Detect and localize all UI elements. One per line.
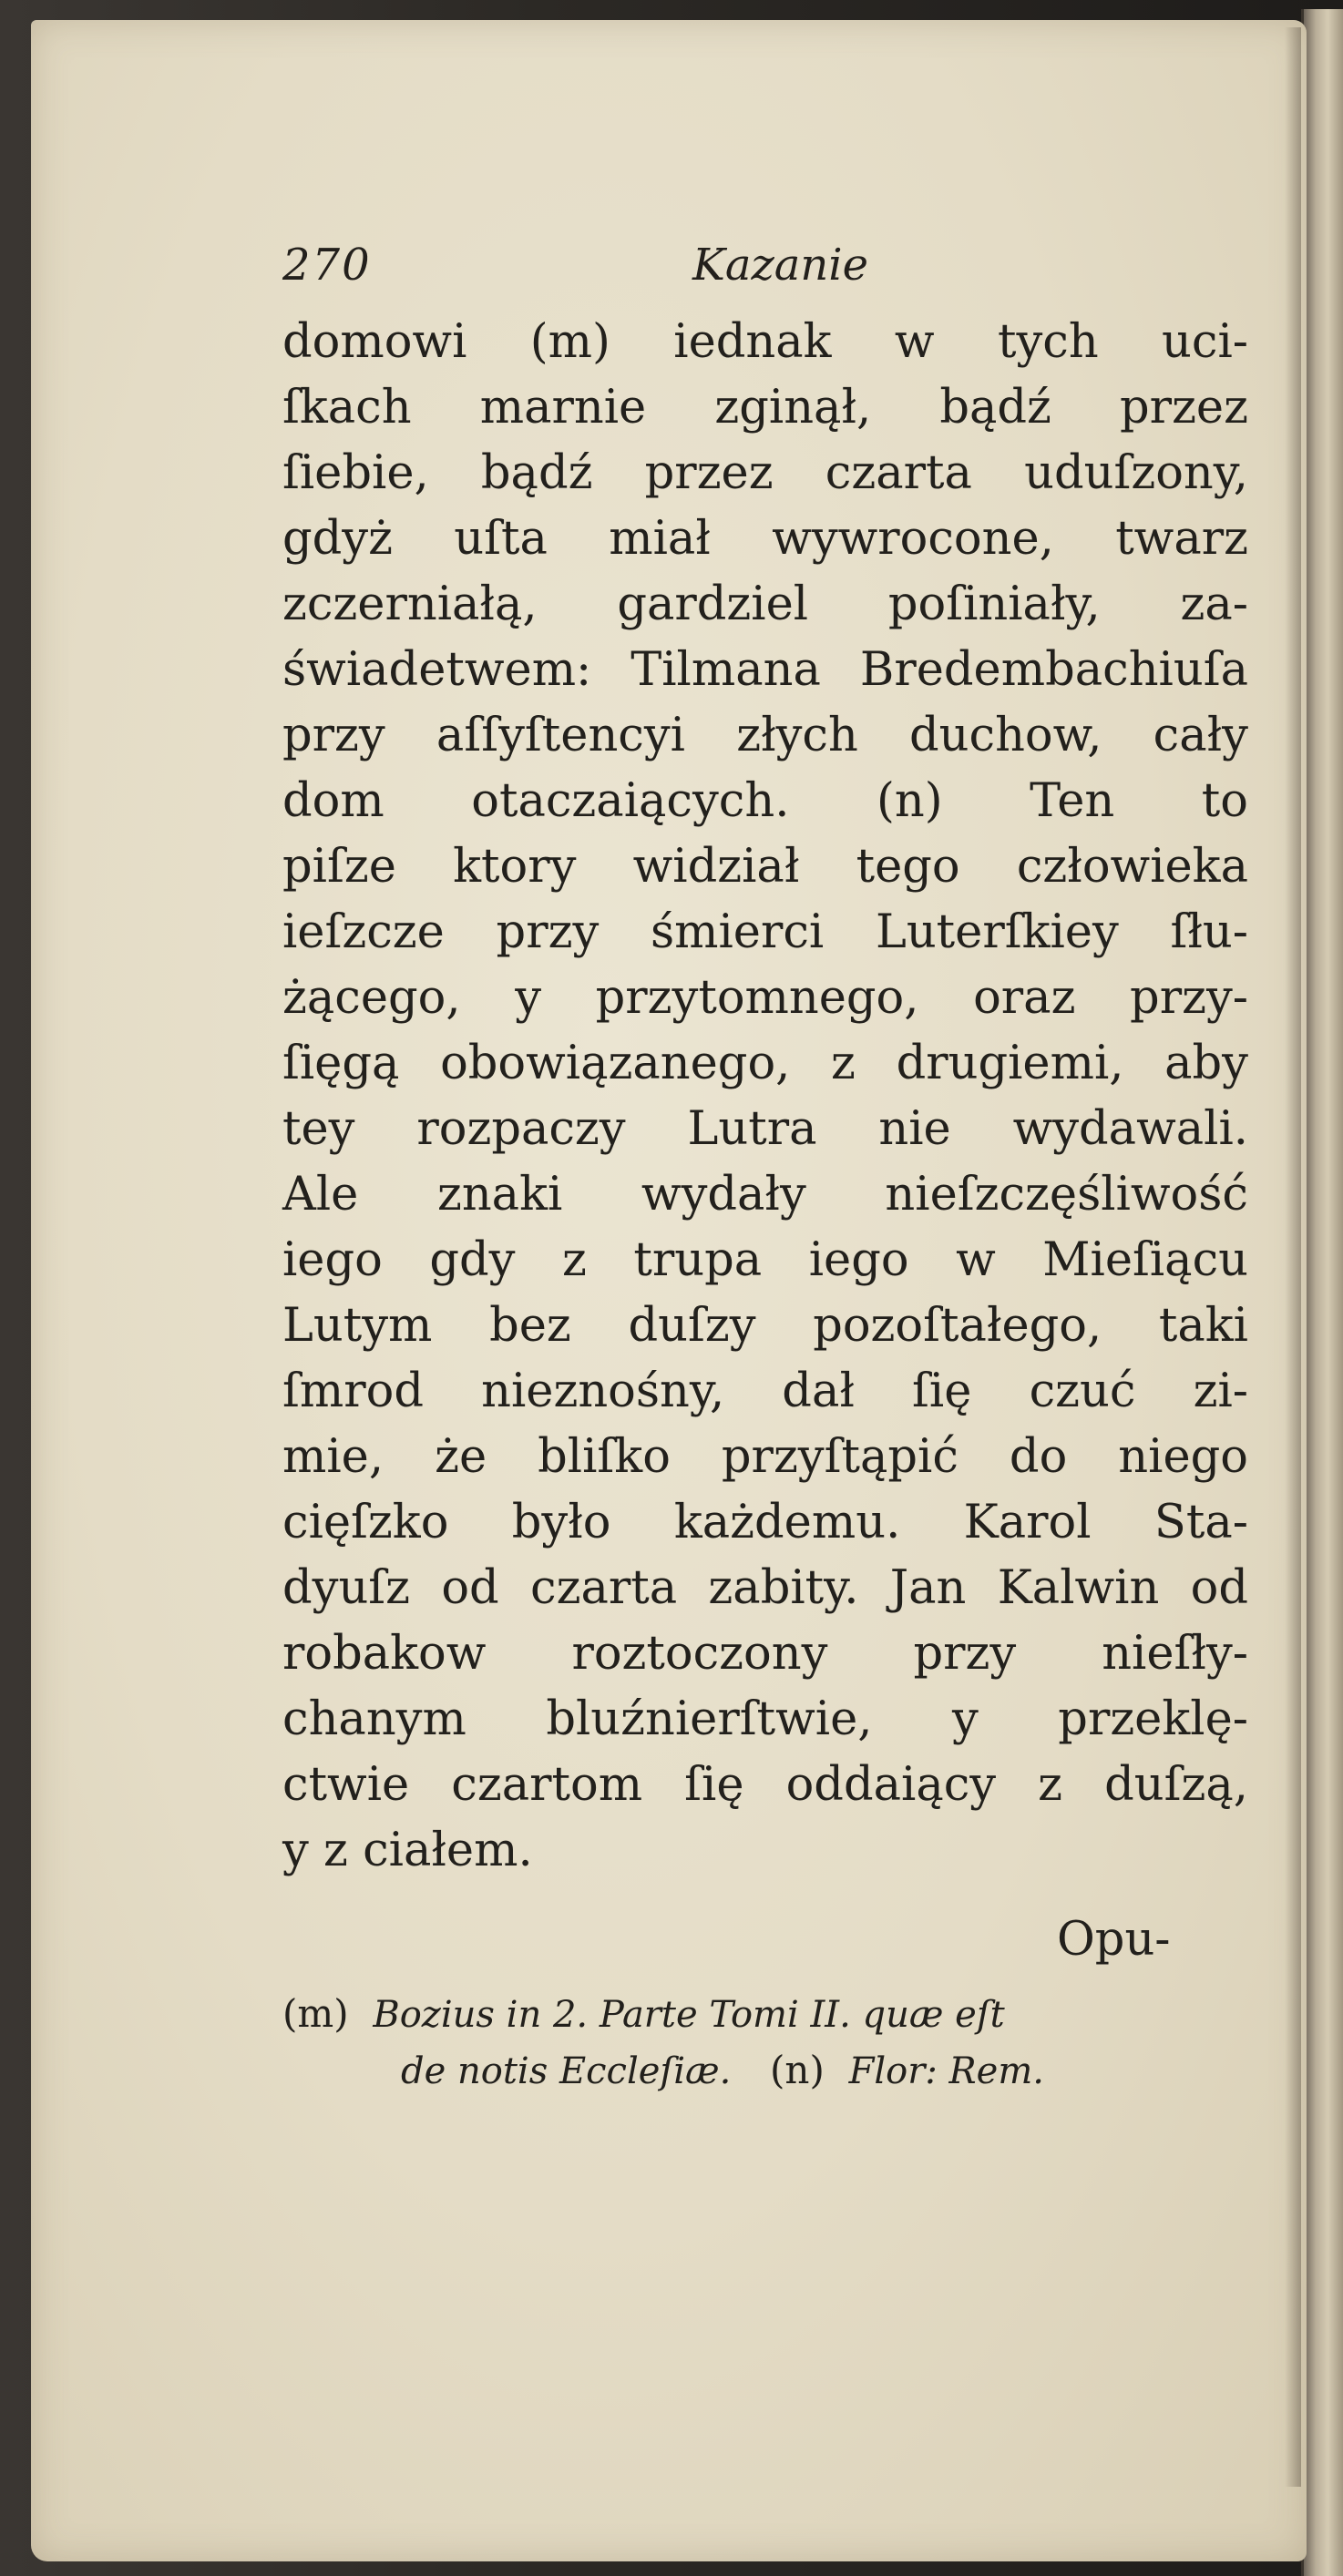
text-line: ſmrod nieznośny, dał ſię czuć zi- bbox=[282, 1365, 1248, 1418]
footnotes bbox=[282, 1986, 1248, 2099]
text-line: Ale znaki wydały nieſzczęśliwość bbox=[282, 1168, 1248, 1222]
text-line: gdyż uſta miał wywrocone, twarz bbox=[282, 512, 1248, 566]
page-number: 270 bbox=[282, 240, 372, 291]
text-line: ſięgą obowiązanego, z drugiemi, aby bbox=[282, 1037, 1248, 1090]
text-line: świadetwem: Tilmana Bredembachiuſa bbox=[282, 643, 1248, 697]
footnote-marker: (n) bbox=[770, 2048, 825, 2092]
footnote-text: Flor: Rem. bbox=[848, 2050, 1044, 2092]
text-line: Lutym bez duſzy pozoſtałego, taki bbox=[282, 1299, 1248, 1353]
footnote-text: de notis Eccleſiæ. bbox=[401, 2050, 732, 2092]
catchword: Opu- bbox=[1057, 1913, 1171, 1967]
text-line: domowi (m) iednak w tych uci- bbox=[282, 315, 1248, 369]
text-line: iego gdy z trupa iego w Mieſiącu bbox=[282, 1233, 1248, 1287]
text-line: piſze ktory widział tego człowieka bbox=[282, 840, 1248, 894]
body-text bbox=[282, 310, 1248, 1884]
footnote-marker: (m) bbox=[282, 1991, 349, 2036]
text-line: ctwie czartom ſię oddaiący z duſzą, bbox=[282, 1758, 1248, 1812]
text-line: żącego, y przytomnego, oraz przy- bbox=[282, 971, 1248, 1025]
text-line: dom otaczaiących. (n) Ten to bbox=[282, 774, 1248, 828]
footnote-m bbox=[282, 1986, 1248, 2042]
text-line: dyuſz od czarta zabity. Jan Kalwin od bbox=[282, 1561, 1248, 1615]
adjacent-page-edge bbox=[1301, 9, 1343, 2576]
text-line: ieſzcze przy śmierci Luterſkiey ſłu- bbox=[282, 905, 1248, 959]
page-gutter-shadow bbox=[1285, 27, 1301, 2487]
text-line: ſiebie, bądź przez czarta uduſzony, bbox=[282, 446, 1248, 500]
text-line: y z ciałem. bbox=[282, 1824, 533, 1877]
text-line: cięſzko było każdemu. Karol Sta- bbox=[282, 1496, 1248, 1549]
text-line: zczerniałą, gardziel poſiniały, za- bbox=[282, 578, 1248, 631]
text-line: robakow roztoczony przy nieſły- bbox=[282, 1627, 1248, 1681]
text-line: ſkach marnie zginął, bądź przez bbox=[282, 381, 1248, 434]
text-line: przy aſſyſtencyi złych duchow, cały bbox=[282, 709, 1248, 762]
running-title: Kazanie bbox=[692, 240, 869, 291]
footnote-continuation bbox=[282, 2042, 1248, 2099]
page-header bbox=[282, 223, 1194, 305]
text-line: chanym bluźnierſtwie, y przeklę- bbox=[282, 1692, 1248, 1746]
footnote-text: Bozius in 2. Parte Tomi II. quæ eſt bbox=[373, 1994, 1005, 2036]
text-line: tey rozpaczy Lutra nie wydawali. bbox=[282, 1102, 1248, 1156]
text-line: mie, że bliſko przyſtąpić do niego bbox=[282, 1430, 1248, 1484]
